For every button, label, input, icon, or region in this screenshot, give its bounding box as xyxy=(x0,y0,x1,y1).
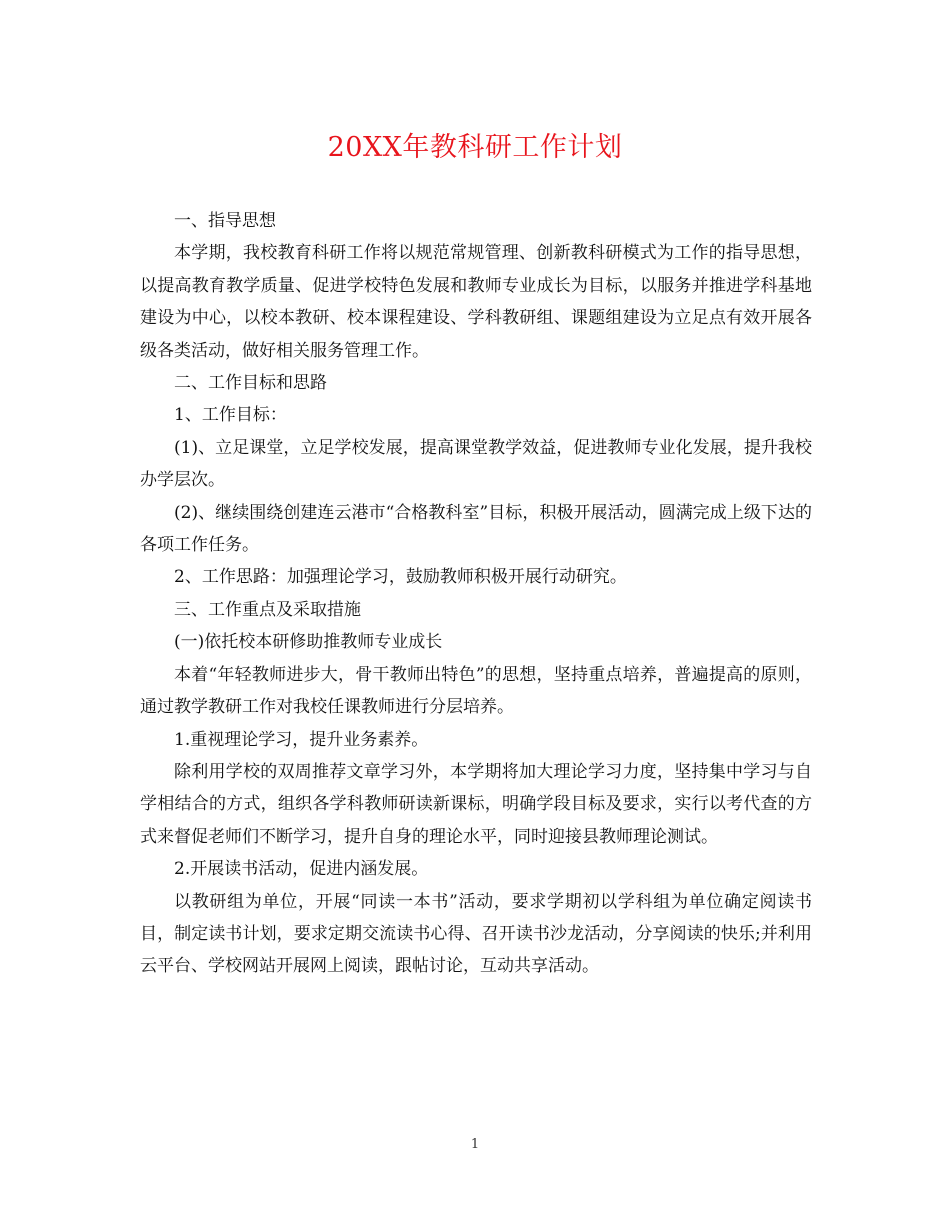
section-heading: 二、工作目标和思路 xyxy=(174,373,327,394)
subsection-heading: 1、工作目标： xyxy=(174,405,287,426)
paragraph: (1)、立足课堂，立足学校发展，提高课堂教学效益，促进教师专业化发展，提升我校办学层次。 xyxy=(140,437,812,491)
paragraph: 2、工作思路：加强理论学习，鼓励教师积极开展行动研究。 xyxy=(174,567,627,588)
subsection-heading: (一)依托校本研修助推教师专业成长 xyxy=(174,632,443,653)
subsection-heading: 2.开展读书活动，促进内涵发展。 xyxy=(174,859,429,880)
paragraph: 除利用学校的双周推荐文章学习外，本学期将加大理论学习力度，坚持集中学习与自学相结合的方式，组织各学科教师研读新课标，明确学段目标及要求，实行以考代查的方式来督促老师们不断学习，提升自身的理论水平，同时迎接县教师理论测试。 xyxy=(140,761,812,847)
section-heading: 一、指导思想 xyxy=(174,211,276,231)
paragraph: 以教研组为单位，开展“同读一本书”活动，要求学期初以学科组为单位确定阅读书目，制定读书计划，要求定期交流读书心得、召开读书沙龙活动，分享阅读的快乐;并利用云平台、学校网站开展网上阅读，跟帖讨论，互动共享活动。 xyxy=(140,891,812,977)
document-body xyxy=(140,205,812,983)
document-title: 20XX年教科研工作计划 xyxy=(327,132,623,163)
section-heading: 三、工作重点及采取措施 xyxy=(174,599,361,620)
paragraph: (2)、继续围绕创建连云港市“合格教科室”目标，积极开展活动，圆满完成上级下达的各项工作任务。 xyxy=(140,502,812,556)
paragraph: 本学期，我校教育科研工作将以规范常规管理、创新教科研模式为工作的指导思想，以提高教育教学质量、促进学校特色发展和教师专业成长为目标，以服务并推进学科基地建设为中心，以校本教研、校本课程建设、学科教研组、课题组建设为立足点有效开展各级各类活动，做好相关服务管理工作。 xyxy=(140,243,812,361)
page-number: 1 xyxy=(470,1137,480,1152)
paragraph: 本着“年轻教师进步大，骨干教师出特色”的思想，坚持重点培养，普遍提高的原则，通过教学教研工作对我校任课教师进行分层培养。 xyxy=(140,664,812,718)
subsection-heading: 1.重视理论学习，提升业务素养。 xyxy=(174,729,429,750)
